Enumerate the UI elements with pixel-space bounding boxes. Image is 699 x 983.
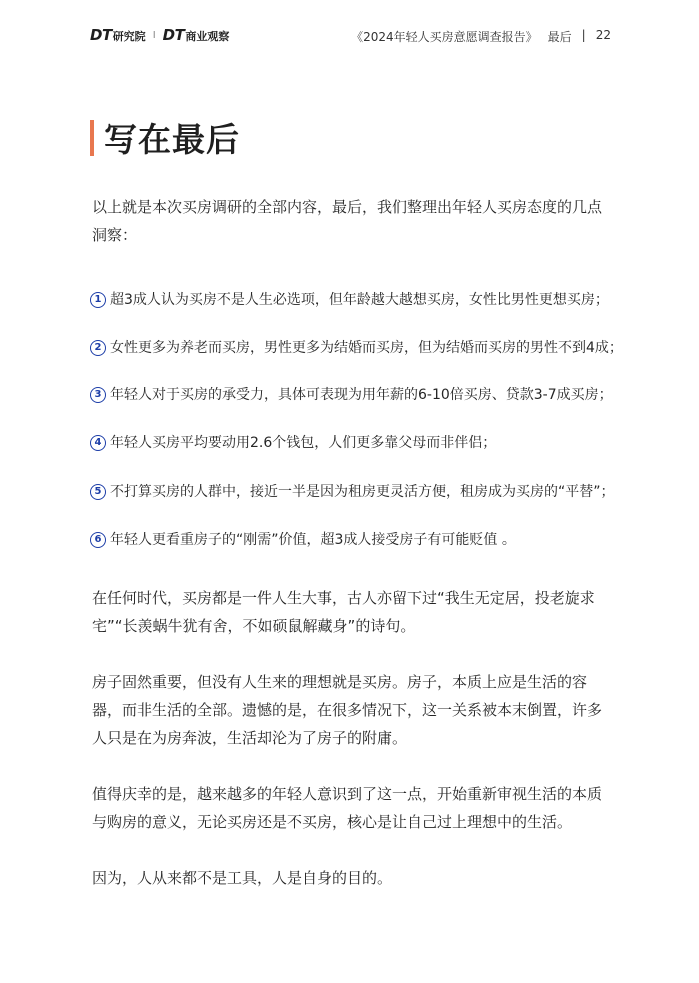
page-header <box>90 26 611 46</box>
dt-logo-text: 研究院 <box>112 30 146 43</box>
body-paragraph: 值得庆幸的是，越来越多的年轻人意识到了这一点，开始重新审视生活的本质与购房的意义，无论买房还是不买房，核心是让自己过上理想中的生活。 <box>92 785 603 831</box>
page-title-block <box>90 114 240 161</box>
insight-text: 不打算买房的人群中，接近一半是因为租房更灵活方便，租房成为买房的“平替”； <box>110 484 615 500</box>
title-accent-bar <box>90 120 94 156</box>
body-paragraph: 因为，人从来都不是工具，人是自身的目的。 <box>92 869 393 887</box>
dt-logo-mark-2: DT <box>162 26 185 44</box>
header-divider: | <box>581 28 586 42</box>
insight-text: 女性更多为养老而买房，男性更多为结婚而买房，但为结婚而买房的男性不到4成； <box>110 340 623 356</box>
logo-separator: I <box>152 29 156 41</box>
insight-item <box>90 290 615 310</box>
insight-item <box>90 433 615 453</box>
insight-item <box>90 530 615 550</box>
insight-text: 年轻人更看重房子的“刚需”价值，超3成人接受房子有可能贬值 。 <box>110 532 516 548</box>
circled-number-icon: 5 <box>90 484 106 500</box>
report-title: 《2024年轻人买房意愿调查报告》 <box>351 30 538 44</box>
insight-text: 年轻人对于买房的承受力，具体可表现为用年薪的6-10倍买房、贷款3-7成买房； <box>110 387 613 403</box>
intro-paragraph: 以上就是本次买房调研的全部内容，最后，我们整理出年轻人买房态度的几点洞察： <box>92 198 603 244</box>
dt-research-logo <box>90 26 146 44</box>
circled-number-icon: 6 <box>90 532 106 548</box>
insight-item <box>90 338 623 358</box>
page-number: 22 <box>595 28 611 42</box>
brand-logos <box>90 26 229 44</box>
dt-logo-mark: DT <box>90 26 112 44</box>
circled-number-icon: 2 <box>90 340 106 356</box>
section-label: 最后 <box>547 30 572 44</box>
body-paragraph: 在任何时代，买房都是一件人生大事，古人亦留下过“我生无定居，投老旋求宅”“长羡蜗牛犹有舍，不如硕鼠解藏身”的诗句。 <box>92 589 595 635</box>
dt-business-text: 商业观察 <box>185 30 230 43</box>
insight-item <box>90 482 615 502</box>
header-meta <box>351 28 611 45</box>
circled-number-icon: 3 <box>90 387 106 403</box>
page-title: 写在最后 <box>104 120 240 159</box>
circled-number-icon: 4 <box>90 435 106 451</box>
dt-business-logo <box>163 26 230 44</box>
body-paragraph: 房子固然重要，但没有人生来的理想就是买房。房子，本质上应是生活的容器，而非生活的全部。遗憾的是，在很多情况下，这一关系被本末倒置，许多人只是在为房奔波，生活却沦为了房子的附庸。 <box>92 673 603 747</box>
insight-item <box>90 385 615 405</box>
insight-text: 年轻人买房平均要动用2.6个钱包，人们更多靠父母而非伴侣； <box>110 435 497 451</box>
circled-number-icon: 1 <box>90 292 106 308</box>
insight-text: 超3成人认为买房不是人生必选项，但年龄越大越想买房，女性比男性更想买房； <box>110 292 609 308</box>
